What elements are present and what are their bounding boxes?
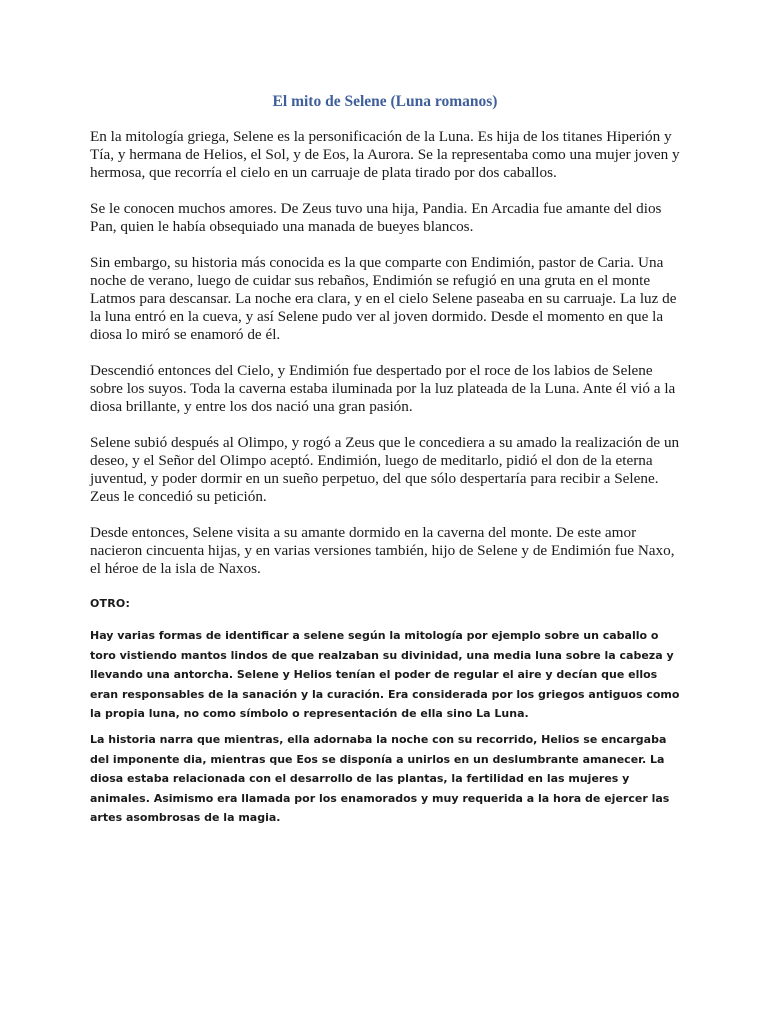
paragraph-otro-historia: La historia narra que mientras, ella adornaba la noche con su recorrido, Helios se encargaba del imponente dia, mientras que Eos se disponía a unirlos en un deslumbrante amanecer. La diosa estaba relacionada con el desarrollo de las plantas, la fertilidad en las mujeres y animales. Asimismo era llamada por los enamorados y muy requerida a la hora de ejercer las artes asombrosas de la magia.: [90, 732, 670, 825]
document-page: [90, 92, 680, 834]
paragraph-hijas: Desde entonces, Selene visita a su amante dormido en la caverna del monte. De este amor nacieron cincuenta hijas, y en varias versiones también, hijo de Selene y de Endimión fue Naxo, el héroe de la isla de Naxos.: [90, 524, 675, 577]
paragraph-descenso: Descendió entonces del Cielo, y Endimión fue despertado por el roce de los labios de Selene sobre los suyos. Toda la caverna estaba iluminada por la luz plateada de la Luna. Ante él vió a la diosa brillante, y entre los dos nació una gran pasión.: [90, 362, 676, 415]
paragraph-olimpo: Selene subió después al Olimpo, y rogó a Zeus que le concediera a su amado la realización de un deseo, y el Señor del Olimpo aceptó. Endimión, luego de meditarlo, pidió el don de la eterna juventud, y poder dormir en un sueño perpetuo, del que sólo despertaría para recibir a Selene. Zeus le concedió su petición.: [90, 434, 680, 505]
paragraph-endimion: Sin embargo, su historia más conocida es la que comparte con Endimión, pastor de Caria. Una noche de verano, luego de cuidar sus rebaños, Endimión se refugió en una gruta en el monte Latmos para descansar. La noche era clara, y en el cielo Selene paseaba en su carruaje. La luz de la luna entró en la cueva, y así Selene pudo ver al joven dormido. Desde el momento en que la diosa lo miró se enamoró de él.: [90, 254, 677, 343]
paragraph-intro: En la mitología griega, Selene es la personificación de la Luna. Es hija de los titanes Hiperión y Tía, y hermana de Helios, el Sol, y de Eos, la Aurora. Se la representaba como una mujer joven y hermosa, que recorría el cielo en un carruaje de plata tirado por dos caballos.: [90, 128, 680, 181]
section-heading-otro: OTRO:: [90, 597, 131, 610]
paragraph-otro-formas: Hay varias formas de identificar a selene según la mitología por ejemplo sobre un caballo o toro vistiendo mantos lindos de que realzaban su divinidad, una media luna sobre la cabeza y llevando una antorcha. Selene y Helios tenían el poder de regular el aire y decían que ellos eran responsables de la sanación y la curación. Era considerada por los griegos antiguos como la propia luna, no como símbolo o representación de ella sino La Luna.: [90, 629, 680, 721]
document-title: El mito de Selene (Luna romanos): [272, 93, 498, 110]
paragraph-amores: Se le conocen muchos amores. De Zeus tuvo una hija, Pandia. En Arcadia fue amante del dios Pan, quien le había obsequiado una manada de bueyes blancos.: [90, 200, 662, 235]
